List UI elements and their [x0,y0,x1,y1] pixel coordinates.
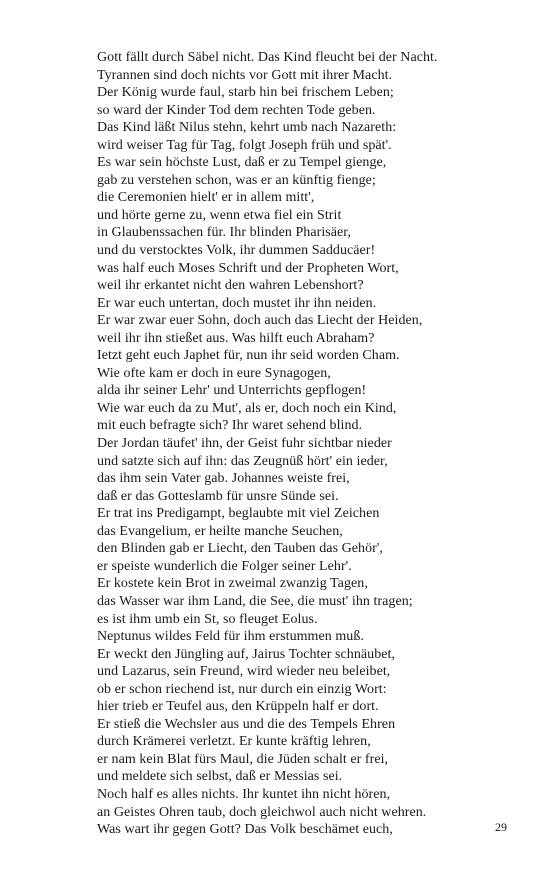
verse-line: so ward der Kinder Tod dem rechten Tode geben. [97,102,376,118]
verse-line: Wie war euch da zu Mut', als er, doch noch ein Kind, [97,400,397,416]
verse-line: er speiste wunderlich die Folger seiner Lehr'. [97,558,352,574]
verse-line: daß er das Gotteslamb für unsre Sünde sei. [97,488,339,504]
verse-line: Er war euch untertan, doch mustet ihr ihn neiden. [97,295,377,311]
verse-line: Er trat ins Predigampt, beglaubte mit viel Zeichen [97,506,380,522]
verse-line: an Geistes Ohren taub, doch gleichwol auch nicht wehren. [97,804,427,820]
verse-line: Der Jordan täufet' ihn, der Geist fuhr sichtbar nieder [97,436,392,452]
verse-line: er nam kein Blat fürs Maul, die Jüden schalt er frei, [97,751,389,767]
verse-line: und Lazarus, sein Freund, wird wieder neu beleibet, [97,664,391,680]
verse-line: das ihm sein Vater gab. Johannes weiste frei, [97,471,350,487]
verse-line: und hörte gerne zu, wenn etwa fiel ein Strit [97,207,342,223]
verse-line: Was wart ihr gegen Gott? Das Volk beschämet euch, [97,822,393,838]
verse-line: es ist ihm umb ein St, so fleuget Eolus. [97,611,318,627]
verse-line: Gott fällt durch Säbel nicht. Das Kind fleucht bei der Nacht. [97,50,438,65]
verse-line: gab zu verstehen schon, was er an künftig fienge; [97,172,376,188]
verse-line: und du verstocktes Volk, ihr dummen Sadducäer! [97,243,376,259]
verse-line: Tyrannen sind doch nichts vor Gott mit ihrer Macht. [97,67,393,83]
verse-line: die Ceremonien hielt' er in allem mitt', [97,190,315,206]
verse-line: Er kostete kein Brot in zweimal zwanzig Tagen, [97,576,368,592]
verse-line: Das Kind läßt Nilus stehn, kehrt umb nach Nazareth: [97,120,397,136]
verse-line: was half euch Moses Schrift und der Propheten Wort, [97,260,399,276]
verse-line: Der König wurde faul, starb hin bei frischem Leben; [97,85,394,101]
verse-line: Ietzt geht euch Japhet für, nun ihr seid worden Cham. [97,348,400,364]
verse-line: in Glaubenssachen für. Ihr blinden Pharisäer, [97,225,352,241]
verse-line: weil ihr ihn stießet aus. Was hilft euch Abraham? [97,330,375,346]
verse-line: weil ihr erkantet nicht den wahren Lebenshort? [97,278,364,294]
poem-text-block [97,49,527,839]
verse-line: und meldete sich selbst, daß er Messias sei. [97,769,343,785]
verse-line: Wie ofte kam er doch in eure Synagogen, [97,365,331,381]
verse-line: das Wasser war ihm Land, die See, die must' ihn tragen; [97,593,413,609]
verse-line: ob er schon riechend ist, nur durch ein einzig Wort: [97,681,387,697]
verse-line: Es war sein höchste Lust, daß er zu Tempel gienge, [97,155,387,171]
verse-line: mit euch befragte sich? Ihr waret sehend blind. [97,418,363,434]
verse-line: und satzte sich auf ihn: das Zeugnüß hört' ein ieder, [97,453,388,469]
verse-line: den Blinden gab er Liecht, den Tauben das Gehör', [97,541,383,557]
verse-line: Neptunus wildes Feld für ihm erstummen muß. [97,629,364,645]
verse-line: wird weiser Tag für Tag, folgt Joseph früh und spät'. [97,137,392,153]
verse-line: hier trieb er Teufel aus, den Krüppeln half er dort. [97,699,379,715]
verse-line: das Evangelium, er heilte manche Seuchen, [97,523,343,539]
verse-line: Er war zwar euer Sohn, doch auch das Liecht der Heiden, [97,313,423,329]
verse-line: Er weckt den Jüngling auf, Jairus Tochter schnäubet, [97,646,396,662]
verse-line: Er stieß die Wechsler aus und die des Tempels Ehren [97,716,396,732]
verse-line: Noch half es alles nichts. Ihr kuntet ihn nicht hören, [97,786,391,802]
page-number: 29 [495,820,507,834]
verse-line: durch Krämerei verletzt. Er kunte kräftig lehren, [97,734,371,750]
verse-line: alda ihr seiner Lehr' und Unterrichts gepflogen! [97,383,367,399]
